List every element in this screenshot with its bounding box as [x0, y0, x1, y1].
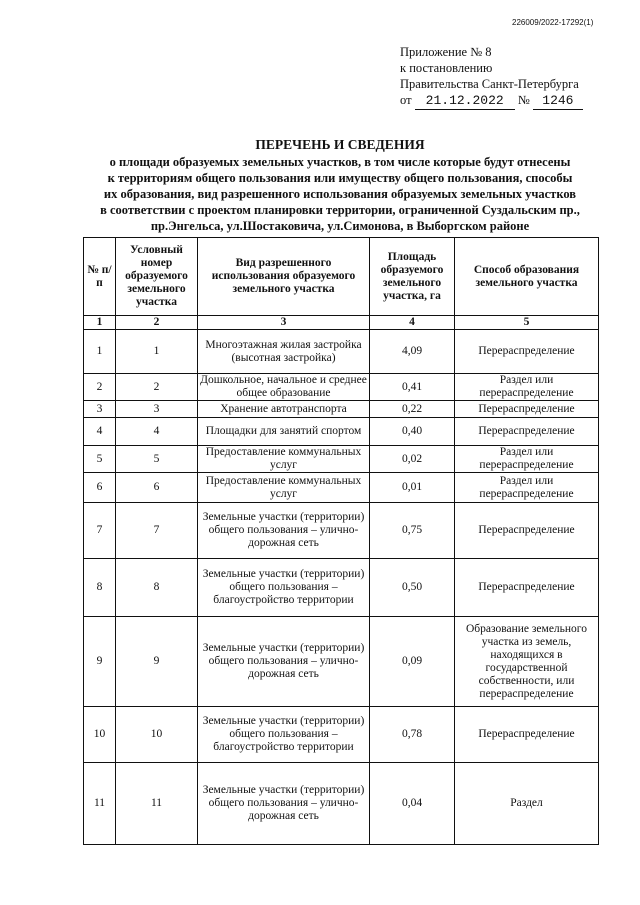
column-number: 1 — [84, 316, 116, 330]
table-row — [84, 446, 599, 473]
formation-method: Образование земельного участка из земель, находящихся в государственной собственности, или перераспределение — [455, 617, 599, 707]
plot-area: 0,50 — [370, 559, 455, 617]
formation-method: Раздел или перераспределение — [455, 473, 599, 503]
permitted-use: Дошкольное, начальное и среднее общее образование — [198, 374, 370, 401]
header-cell: Условный номер образуемого земельного участка — [116, 238, 198, 316]
title-line-1: о площади образуемых земельных участков, в том числе которые будут отнесены — [109, 155, 571, 169]
appendix-dateline — [400, 92, 583, 110]
row-index: 9 — [84, 617, 116, 707]
resolution-number: 1246 — [533, 93, 583, 110]
row-index: 11 — [84, 763, 116, 845]
plot-area: 0,75 — [370, 503, 455, 559]
permitted-use: Многоэтажная жилая застройка (высотная застройка) — [198, 330, 370, 374]
table-row — [84, 418, 599, 446]
row-index: 8 — [84, 559, 116, 617]
row-index: 5 — [84, 446, 116, 473]
table-row — [84, 401, 599, 418]
number-prefix: № — [517, 93, 530, 107]
plot-area: 0,40 — [370, 418, 455, 446]
row-index: 7 — [84, 503, 116, 559]
formation-method: Перераспределение — [455, 330, 599, 374]
permitted-use: Площадки для занятий спортом — [198, 418, 370, 446]
plot-number: 2 — [116, 374, 198, 401]
table-row — [84, 330, 599, 374]
plot-area: 0,04 — [370, 763, 455, 845]
table-header-row — [84, 238, 599, 316]
formation-method: Раздел — [455, 763, 599, 845]
row-index: 6 — [84, 473, 116, 503]
row-index: 4 — [84, 418, 116, 446]
plot-number: 1 — [116, 330, 198, 374]
column-number: 4 — [370, 316, 455, 330]
table-row — [84, 374, 599, 401]
formation-method: Перераспределение — [455, 401, 599, 418]
plot-number: 11 — [116, 763, 198, 845]
date-prefix: от — [400, 93, 412, 107]
formation-method: Перераспределение — [455, 418, 599, 446]
plot-number: 7 — [116, 503, 198, 559]
table-row — [84, 763, 599, 845]
formation-method: Раздел или перераспределение — [455, 374, 599, 401]
table-row — [84, 473, 599, 503]
appendix-block — [400, 44, 583, 110]
row-index: 3 — [84, 401, 116, 418]
permitted-use: Предоставление коммунальных услуг — [198, 446, 370, 473]
table-row — [84, 559, 599, 617]
plot-number: 5 — [116, 446, 198, 473]
title-line-3: их образования, вид разрешенного использования образуемых земельных участков — [103, 187, 577, 201]
table-row — [84, 707, 599, 763]
plot-area: 0,02 — [370, 446, 455, 473]
row-index: 1 — [84, 330, 116, 374]
permitted-use: Предоставление коммунальных услуг — [198, 473, 370, 503]
row-index: 2 — [84, 374, 116, 401]
plot-area: 0,78 — [370, 707, 455, 763]
title-line-5: пр.Энгельса, ул.Шостаковича, ул.Симонова, в Выборгском районе — [150, 219, 530, 233]
column-number: 5 — [455, 316, 599, 330]
permitted-use: Хранение автотранспорта — [198, 401, 370, 418]
formation-method: Перераспределение — [455, 559, 599, 617]
header-cell: Способ образования земельного участка — [455, 238, 599, 316]
permitted-use: Земельные участки (территории) общего пользования – благоустройство территории — [198, 559, 370, 617]
column-number: 3 — [198, 316, 370, 330]
permitted-use: Земельные участки (территории) общего пользования – благоустройство территории — [198, 707, 370, 763]
permitted-use: Земельные участки (территории) общего пользования – улично-дорожная сеть — [198, 503, 370, 559]
table-row — [84, 503, 599, 559]
plot-area: 0,22 — [370, 401, 455, 418]
document-title — [80, 137, 600, 234]
formation-method: Перераспределение — [455, 503, 599, 559]
formation-method: Раздел или перераспределение — [455, 446, 599, 473]
plot-area: 4,09 — [370, 330, 455, 374]
appendix-line-2: к постановлению — [400, 61, 493, 75]
title-line-2: к территориям общего пользования или имуществу общего пользования, способы — [107, 171, 573, 185]
plot-number: 6 — [116, 473, 198, 503]
header-cell: Площадь образуемого земельного участка, га — [370, 238, 455, 316]
plot-number: 8 — [116, 559, 198, 617]
plot-area: 0,09 — [370, 617, 455, 707]
resolution-date: 21.12.2022 — [415, 93, 515, 110]
plot-number: 10 — [116, 707, 198, 763]
table-row — [84, 617, 599, 707]
document-number: 226009/2022-17292(1) — [512, 18, 594, 27]
header-cell: Вид разрешенного использования образуемого земельного участка — [198, 238, 370, 316]
formation-method: Перераспределение — [455, 707, 599, 763]
header-cell: № п/п — [84, 238, 116, 316]
plot-number: 3 — [116, 401, 198, 418]
plot-area: 0,01 — [370, 473, 455, 503]
column-number-row — [84, 316, 599, 330]
permitted-use: Земельные участки (территории) общего пользования – улично-дорожная сеть — [198, 617, 370, 707]
appendix-line-1: Приложение № 8 — [400, 45, 492, 59]
plot-number: 4 — [116, 418, 198, 446]
permitted-use: Земельные участки (территории) общего пользования – улично-дорожная сеть — [198, 763, 370, 845]
land-plots-table — [83, 237, 599, 845]
plot-area: 0,41 — [370, 374, 455, 401]
column-number: 2 — [116, 316, 198, 330]
title-heading: ПЕРЕЧЕНЬ И СВЕДЕНИЯ — [255, 137, 425, 152]
row-index: 10 — [84, 707, 116, 763]
plot-number: 9 — [116, 617, 198, 707]
appendix-line-3: Правительства Санкт-Петербурга — [400, 77, 579, 91]
title-line-4: в соответствии с проектом планировки территории, ограниченной Суздальским пр., — [100, 203, 580, 217]
